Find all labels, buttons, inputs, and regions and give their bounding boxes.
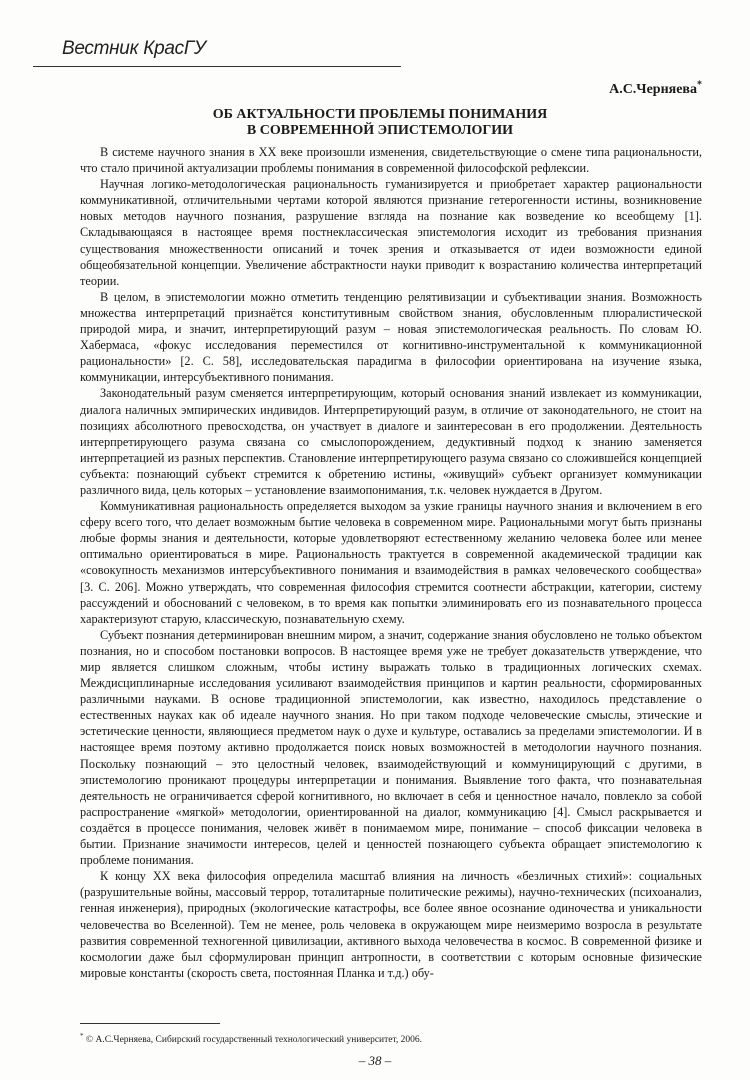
paragraph-3: В целом, в эпистемологии можно отметить тенденцию релятивизации и субъективации знания. Возможность множества интерпретаций признаётся конститутивным свойством знания, обусловленным плюралистической природой мира, и значит, интерпретирующий разум – новая эпистемологическая реальность. По словам Ю. Хабермаса, «фокус исследования переместился от когнитивно-инструментальной к коммуникационной рациональности» [2. С. 58], исследовательская парадигма в философии ориентирована на изучение языка, коммуникации, интерсубъективного понимания. — [80, 289, 702, 385]
footnote — [80, 1032, 422, 1045]
journal-header: Вестник КрасГУ — [62, 38, 206, 59]
paragraph-2: Научная логико-методологическая рациональность гуманизируется и приобретает характер рациональности коммуникативной, отличительными чертами которой являются признание гетерогенности истины, возникновение новых методов научного познания, разрушение взгляда на познание как возведение ко всеобщему [1]. Складывающаяся в настоящее время постнеклассическая эпистемология исходит из требования признания существования множественности описаний и точек зрения и отказывается от идеи возможности единой общеобязательной концепции. Увеличение абстрактности науки приводит к возрастанию количества интерпретаций теории. — [80, 177, 702, 288]
footnote-mark: * — [80, 1032, 84, 1040]
author-line — [609, 79, 702, 98]
paragraph-6: Субъект познания детерминирован внешним миром, а значит, содержание знания обусловлено не только объектом познания, но и способом постановки вопросов. В настоящее время уже не требует доказательств утверждение, что мир является слишком сложным, чтобы истину выражать только в традиционных логических схемах. Междисциплинарные исследования усиливают взаимодействия принципов и картин реальности, сформированных различными науками. В основе традиционной эпистемологии, как известно, находилось представление о естественных науках как об идеале научного знания. Но при таком подходе человеческие смыслы, этические и эстетические ценности, являющиеся предметом наук о духе и культуре, оставались за пределами эпистемологии. И в настоящее время поэтому активно продолжается поиск новых возможностей в методологии научного познания. Поскольку познающий – это целостный человек, взаимодействующий и коммуницирующий с другими, в эпистемологию проникают процедуры интерпретации и понимания. Выявление того факта, что познавательная деятельность не ограничивается сферой когнитивного, но включает в себя и ценностное начало, повлекло за собой распространение «мягкой» методологии, ориентированной на диалог, коммуникацию [4]. Смысл раскрывается и создаётся в процессе понимания, человек живёт в понимаемом мире, понимание – способ фиксации человека в бытии. Признание значимости интересов, целей и ценностей познающего субъекта обращает эпистемологию к проблеме понимания. — [80, 627, 702, 868]
page-number: – 38 – — [358, 1053, 392, 1068]
title-line-1: ОБ АКТУАЛЬНОСТИ ПРОБЛЕМЫ ПОНИМАНИЯ — [212, 107, 548, 122]
footnote-rule — [80, 1023, 220, 1024]
author-name: А.С.Черняева — [609, 82, 697, 97]
paragraph-1: В системе научного знания в ХХ веке произошли изменения, свидетельствующие о смене типа рациональности, что стало причиной актуализации проблемы понимания в современной философской рефлексии. — [80, 145, 702, 176]
header-rule — [33, 66, 401, 67]
article-title — [60, 107, 700, 139]
footnote-text: © А.С.Черняева, Сибирский государственный технологический университет, 2006. — [85, 1035, 423, 1046]
paragraph-7: К концу ХХ века философия определила масштаб влияния на личность «безличных стихий»: социальных (разрушительные войны, массовый террор, тоталитарные политические режимы), научно-технических (психоанализ, генная инженерия), природных (экологические катастрофы, все более явное осознание одиночества и уникальности человечества во Вселенной). Тем не менее, роль человека в окружающем мире неизмеримо возросла в результате развития современной техногенной цивилизации, активного выхода человечества в космос. В современной физике и космологии даже был сформулирован принцип антропности, в соответствии с которым основные физические мировые константы (скорость света, постоянная Планка и т.д.) обу- — [80, 869, 702, 980]
article-body — [80, 144, 702, 981]
paragraph-5: Коммуникативная рациональность определяется выходом за узкие границы научного знания и включением в его сферу всего того, что делает возможным бытие человека в современном мире. Рациональными могут быть признаны любые формы знания и деятельности, которые удовлетворяют естественному желанию человека более или менее оптимально ориентироваться в мире. Рациональность трактуется в современной академической традиции как «совокупность механизмов интерсубъективного понимания и взаимодействия в рамках человеческого сообщества» [3. С. 206]. Можно утверждать, что современная философия стремится соотнести абстракции, категории, систему рассуждений и обоснований с человеком, в то время как попытки элиминировать его из познавательного процесса характеризуют старую, классическую, познавательную схему. — [80, 499, 702, 626]
title-line-2: В СОВРЕМЕННОЙ ЭПИСТЕМОЛОГИИ — [246, 123, 514, 138]
author-footnote-mark: * — [697, 79, 702, 91]
paragraph-4: Законодательный разум сменяется интерпретирующим, который основания знаний извлекает из коммуникации, диалога наличных эмпирических индивидов. Интерпретирующий разум, в отличие от законодательного, не стоит на позициях абсолютного превосходства, он участвует в диалоге и заинтересован в его продолжении. Деятельность интерпретирующего разума связана со смыслопорождением, дедуктивный подход к знанию заменяется интерпретацией из разных перспектив. Становление интерпретирующего разума связано со сложившейся концепцией субъекта: познающий субъект стремится к обретению истины, «живущий» субъект организует коммуникации различного вида, цель которых – установление взаимопонимания, т.к. человек нуждается в Другом. — [80, 386, 702, 497]
